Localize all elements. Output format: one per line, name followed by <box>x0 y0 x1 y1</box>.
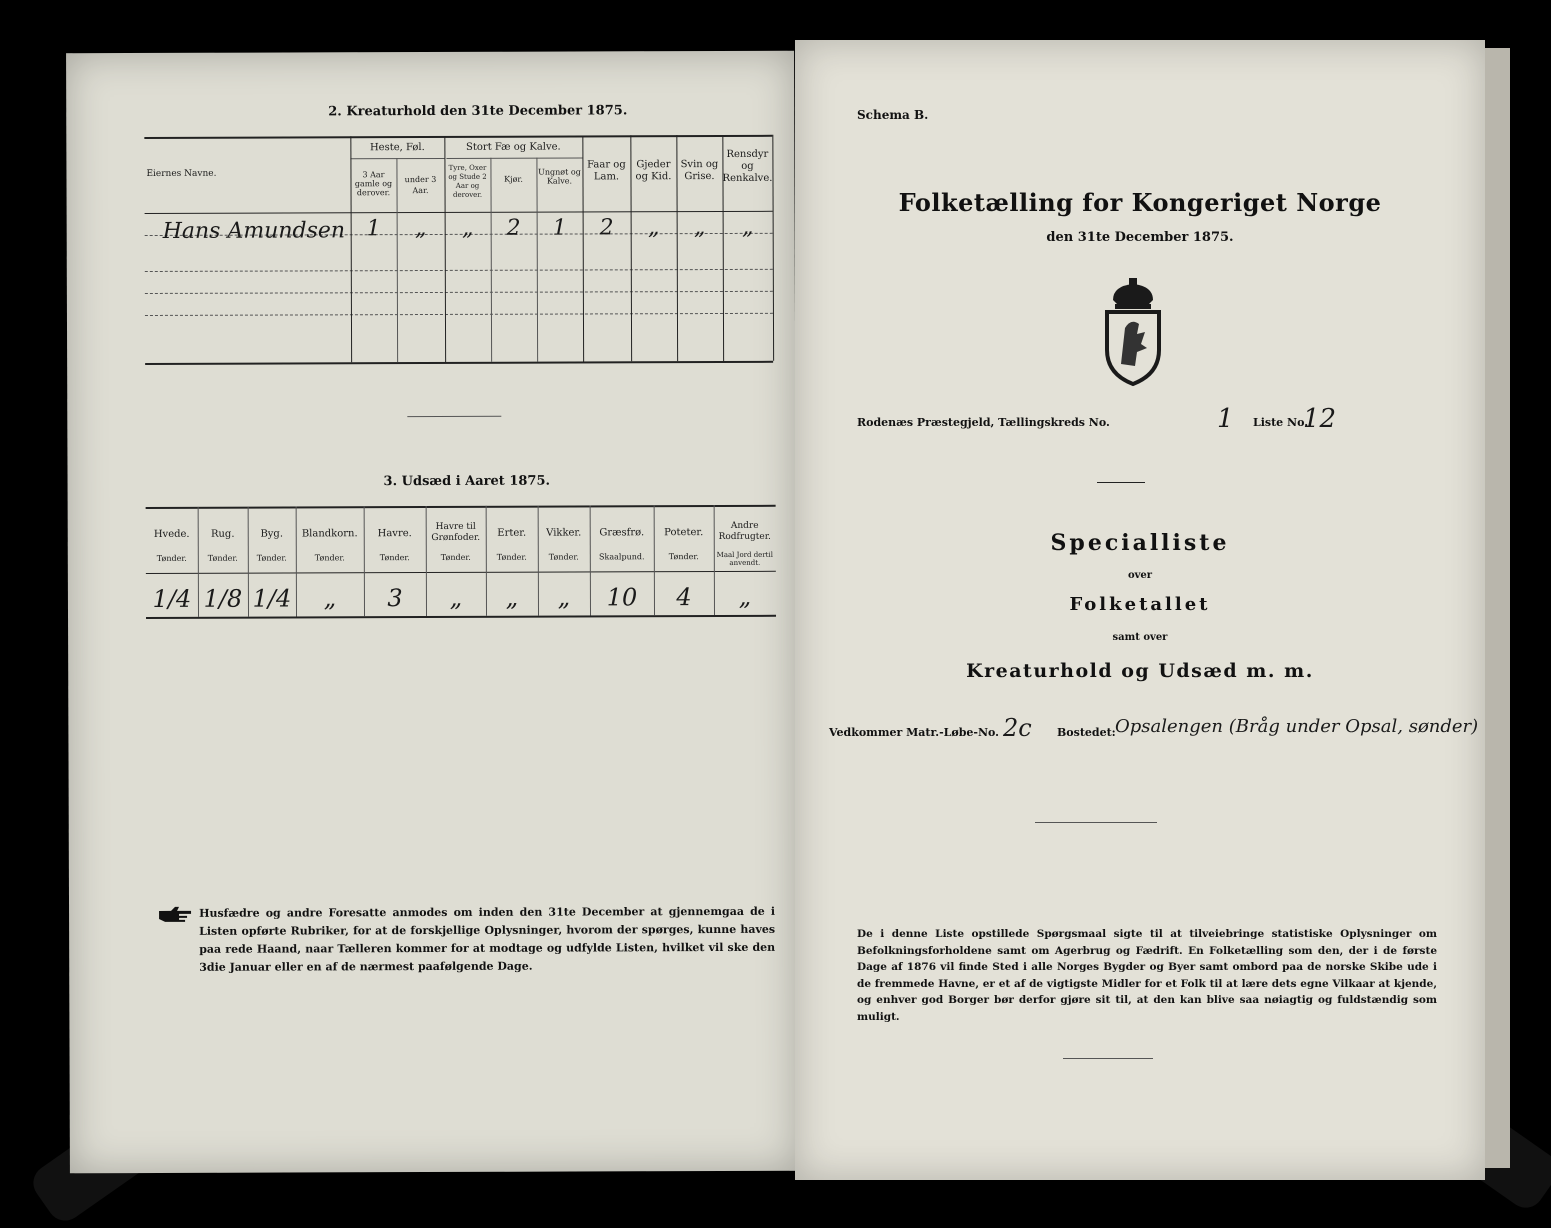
bosted-label: Bostedet: <box>1057 726 1116 739</box>
over-label: over <box>1127 570 1153 581</box>
udsaed-col-unit: Tønder. <box>496 552 527 562</box>
col-header: under 3 Aar. <box>404 174 437 196</box>
cell-value: „ <box>741 214 754 240</box>
udsaed-value: „ <box>449 583 463 612</box>
liste-number: 12 <box>1303 404 1337 434</box>
liste-label: Liste No. <box>1253 416 1309 429</box>
cell-value: „ <box>693 215 706 241</box>
divider <box>1097 482 1145 483</box>
udsaed-col-unit: Tønder. <box>314 553 345 563</box>
owner-name: Hans Amundsen <box>162 218 346 244</box>
udsaed-col-header: Byg. <box>260 528 284 540</box>
udsaed-col-unit: Skaalpund. <box>599 552 645 562</box>
main-title: Folketælling for Kongeriget Norge <box>898 188 1382 217</box>
section3-title: 3. Udsæd i Aaret 1875. <box>383 473 551 490</box>
udsaed-col-header: Andre Rodfrugter. <box>718 520 771 542</box>
divider <box>1063 1058 1153 1059</box>
census-date: den 31te December 1875. <box>1046 230 1234 245</box>
col-header: Ungnøt og Kalve. <box>538 167 581 186</box>
udsaed-col-header: Havre til Grønfoder. <box>431 521 481 544</box>
udsaed-col-header: Poteter. <box>664 527 704 539</box>
udsaed-col-header: Erter. <box>497 527 527 539</box>
cell-value: „ <box>414 216 427 242</box>
group-stort-fae: Stort Fæ og Kalve. <box>466 141 561 153</box>
divider <box>407 416 501 417</box>
col-header: Kjør. <box>504 174 523 184</box>
udsaed-col-unit: Tønder. <box>379 553 410 563</box>
right-page <box>795 40 1485 1180</box>
specialliste-title: Specialliste <box>1050 530 1230 556</box>
norwegian-coat-of-arms-icon <box>1099 278 1167 392</box>
folketallet-title: Folketallet <box>1069 594 1211 615</box>
udsaed-col-header: Vikker. <box>546 527 582 539</box>
left-page <box>66 51 798 1174</box>
udsaed-col-unit: Tønder. <box>256 553 287 563</box>
schema-label: Schema B. <box>857 108 929 122</box>
udsaed-value: „ <box>505 583 519 612</box>
udsaed-value: „ <box>323 584 337 613</box>
udsaed-col-header: Blandkorn. <box>301 528 358 540</box>
col-header: Gjeder og Kid. <box>635 159 672 183</box>
udsaed-value: 10 <box>606 583 638 612</box>
udsaed-value: „ <box>557 583 571 612</box>
matr-label: Vedkommer Matr.-Løbe-No. <box>829 726 999 739</box>
udsaed-col-unit: Maal Jord dertil anvendt. <box>716 550 773 567</box>
cell-value: „ <box>461 215 474 241</box>
udsaed-col-header: Græsfrø. <box>599 527 645 539</box>
section2-title: 2. Kreaturhold den 31te December 1875. <box>328 103 628 120</box>
col-header: Svin og Grise. <box>680 158 719 183</box>
udsaed-value: 1/8 <box>203 584 243 613</box>
udsaed-col-unit: Tønder. <box>156 553 187 563</box>
cell-value: 1 <box>366 216 381 242</box>
pointing-hand-icon <box>157 905 193 929</box>
matr-number: 2c <box>1003 714 1032 742</box>
udsaed-value: 3 <box>387 584 403 613</box>
col-header: Rensdyr og Renkalve. <box>722 148 773 184</box>
cell-value: 2 <box>599 215 614 241</box>
cell-value: „ <box>647 215 660 241</box>
parish-label: Rodenæs Præstegjeld, Tællingskreds No. <box>857 416 1110 429</box>
owner-column-header: Eiernes Navne. <box>146 168 217 179</box>
kreds-number: 1 <box>1217 404 1234 434</box>
udsaed-col-header: Havre. <box>377 528 412 540</box>
col-header: Faar og Lam. <box>587 159 626 183</box>
col-header: 3 Aar gamle og derover. <box>354 170 393 198</box>
divider <box>1035 822 1157 823</box>
notice-text: Husfædre og andre Foresatte anmodes om inden den 31te December at gjennemgaa de i Listen opførte Rubriker, for at de forskjellige Oplysninger, hvorom der spørges, kunne haves paa rede Haand, naar Tælleren kommer for at modtage og udfylde Listen, hvilket vil ske den 3die Januar eller en af de nærmest paafølgende Dage. <box>199 904 776 974</box>
udsaed-value: „ <box>738 582 752 611</box>
udsaed-col-header: Hvede. <box>153 528 190 540</box>
cell-value: 1 <box>552 215 567 241</box>
udsaed-col-unit: Tønder. <box>207 553 238 563</box>
udsaed-value: 1/4 <box>152 584 192 613</box>
group-heste: Heste, Føl. <box>369 142 425 154</box>
udsaed-col-unit: Tønder. <box>668 552 699 562</box>
col-header: Tyre, Oxer og Stude 2 Aar og derover. <box>448 163 487 199</box>
samt-over-label: samt over <box>1112 632 1168 643</box>
kreaturhold-title: Kreaturhold og Udsæd m. m. <box>966 660 1314 682</box>
udsaed-value: 4 <box>676 583 692 612</box>
udsaed-value: 1/4 <box>252 584 292 613</box>
udsaed-col-header: Rug. <box>210 528 235 540</box>
footer-text: De i denne Liste opstillede Spørgsmaal sigte til at tilveiebringe statistiske Oplysninger om Befolkningsforholdene samt om Agerbrug og Fædrift. En Folketælling som den, der i de første Dage af 1876 vil finde Sted i alle Norges Bygder og Byer samt ombord paa de norske Skibe ude i de fremmede Havne, er et af de vigtigste Midler for et Folk til at lære dets egne Vilkaar at kjende, og enhver god Borger bør derfor gjøre sit til, at den kan blive saa nøiagtig og fuldstændig som muligt. <box>857 928 1437 1023</box>
bosted-value: Opsalengen (Bråg under Opsal, sønder) <box>1115 716 1479 737</box>
udsaed-col-unit: Tønder. <box>548 552 579 562</box>
udsaed-col-unit: Tønder. <box>440 552 471 562</box>
cell-value: 2 <box>506 215 521 241</box>
